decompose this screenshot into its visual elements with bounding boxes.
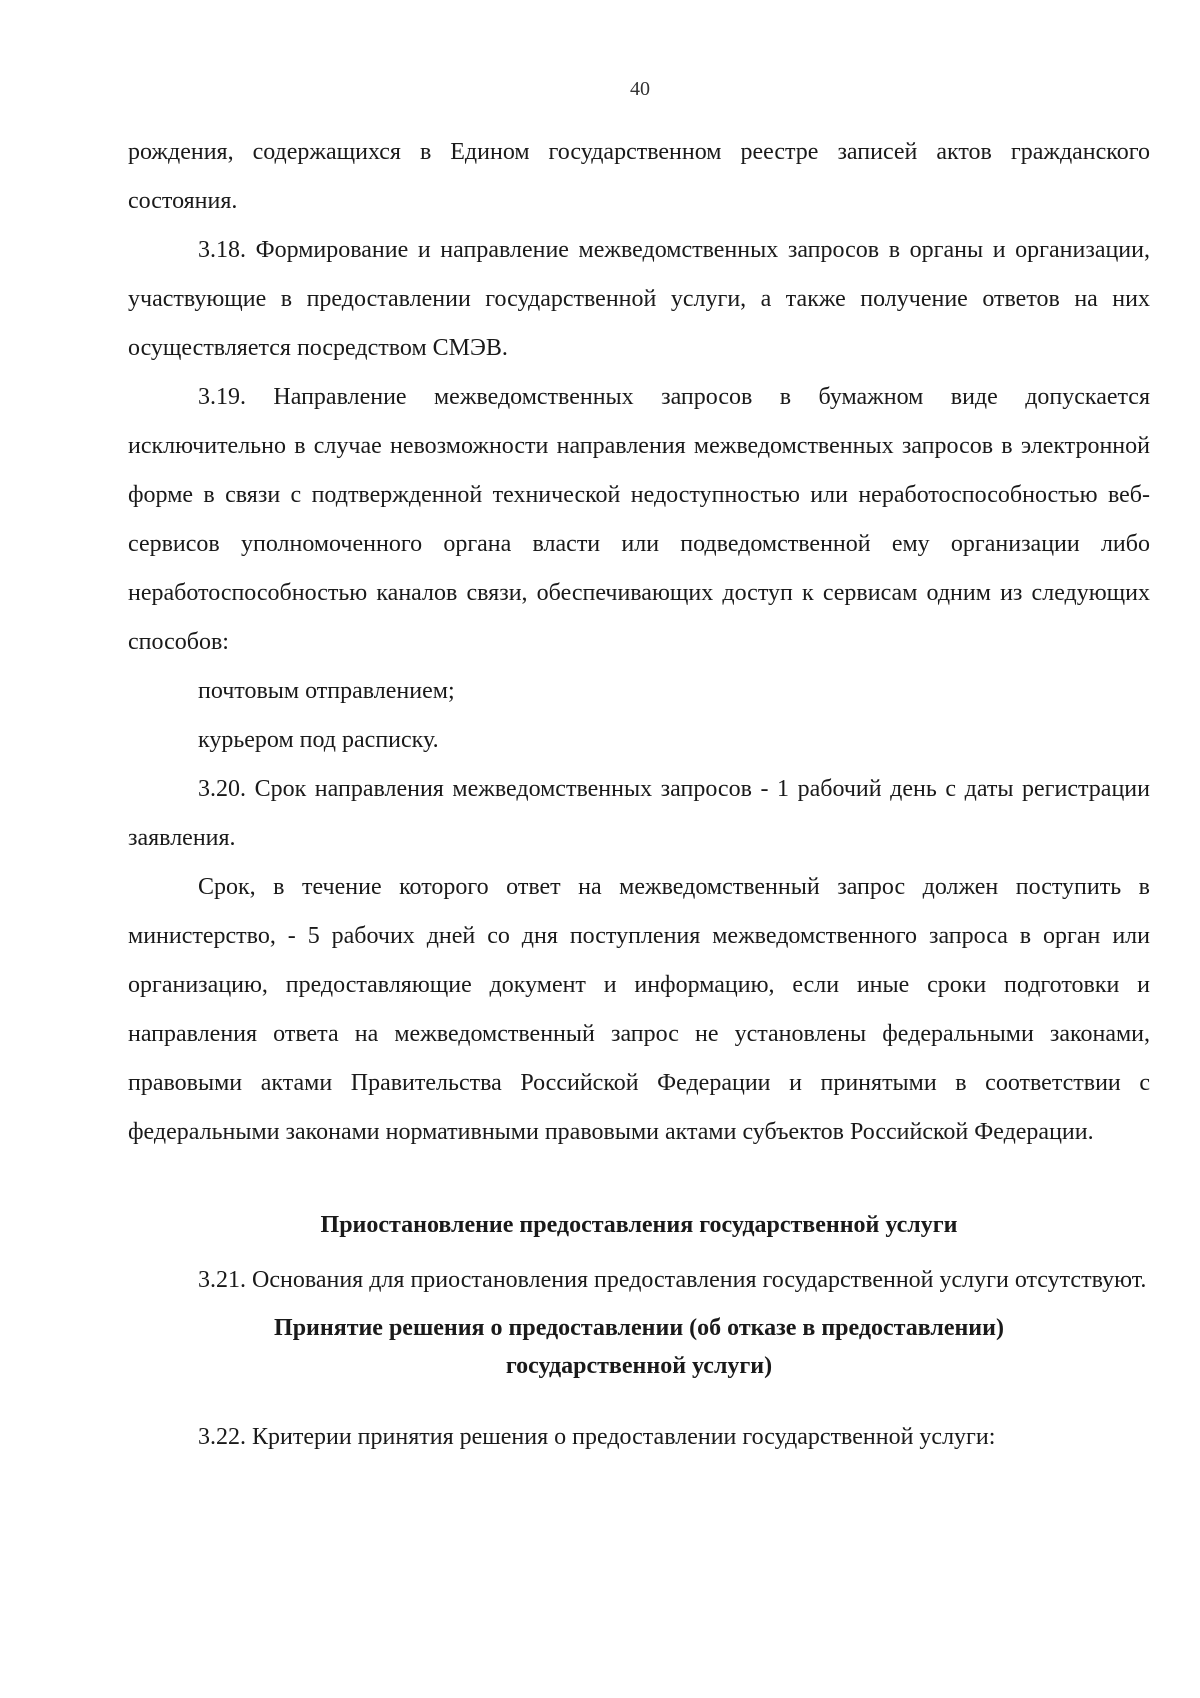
page-number: 40 bbox=[630, 78, 650, 100]
paragraph-3-18: 3.18. Формирование и направление межведомственных запросов в органы и организации, участвующие в предоставлении государственной услуги, а также получение ответов на них осуществляется посредством СМЭВ. bbox=[128, 237, 1150, 361]
section-heading-decision bbox=[128, 1309, 1150, 1385]
section-heading-suspension: Приостановление предоставления государственной услуги bbox=[320, 1212, 958, 1238]
section-heading-decision-line1: Принятие решения о предоставлении (об отказе в предоставлении) bbox=[274, 1315, 1004, 1341]
paragraph-3-20: 3.20. Срок направления межведомственных запросов - 1 рабочий день с даты регистрации заявления. bbox=[128, 776, 1150, 851]
list-item-courier: курьером под расписку. bbox=[198, 727, 439, 753]
section-heading-decision-line2: государственной услуги) bbox=[505, 1353, 773, 1379]
list-item-mail: почтовым отправлением; bbox=[198, 678, 455, 704]
paragraph-3-20-term: Срок, в течение которого ответ на межведомственный запрос должен поступить в министерство, - 5 рабочих дней со дня поступления межведомственного запроса в орган или организацию, предоставляющие документ и информацию, если иные сроки подготовки и направления ответа на межведомственный запрос не установлены федеральными законами, правовыми актами Правительства Российской Федерации и принятыми в соответствии с федеральными законами нормативными правовыми актами субъектов Российской Федерации. bbox=[128, 874, 1150, 1145]
document-body bbox=[128, 128, 1150, 1462]
paragraph-3-19: 3.19. Направление межведомственных запросов в бумажном виде допускается исключительно в случае невозможности направления межведомственных запросов в электронной форме в связи с подтвержденной технической недоступностью или неработоспособностью веб-сервисов уполномоченного органа власти или подведомственной ему организации либо неработоспособностью каналов связи, обеспечивающих доступ к сервисам одним из следующих способов: bbox=[128, 384, 1150, 655]
paragraph-3-21: 3.21. Основания для приостановления предоставления государственной услуги отсутствуют. bbox=[198, 1267, 1147, 1293]
paragraph-3-22: 3.22. Критерии принятия решения о предоставлении государственной услуги: bbox=[198, 1424, 996, 1450]
paragraph-continuation: рождения, содержащихся в Едином государственном реестре записей актов гражданского состояния. bbox=[128, 139, 1150, 214]
